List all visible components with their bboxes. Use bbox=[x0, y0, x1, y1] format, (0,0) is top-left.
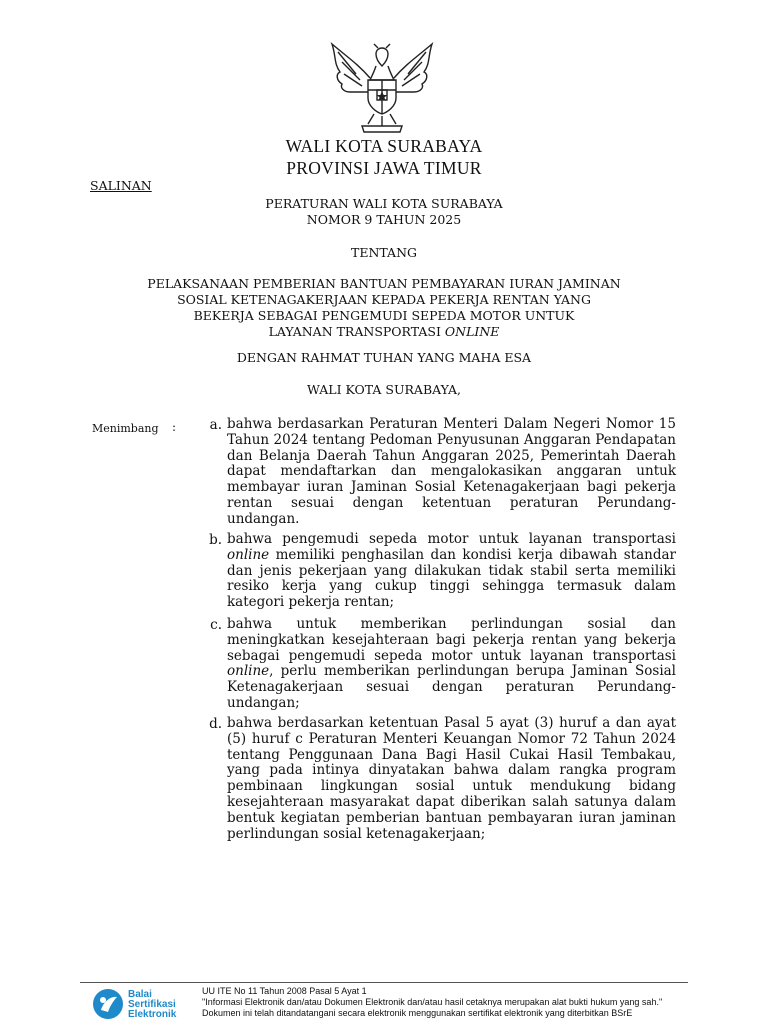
bsre-logo-line: Balai bbox=[128, 989, 152, 1000]
item-marker: a. bbox=[209, 417, 222, 433]
footer-notice bbox=[202, 986, 662, 1019]
item-text: bahwa berdasarkan ketentuan Pasal 5 ayat (3) huruf a dan ayat (5) huruf c Peraturan Menteri Keuangan Nomor 72 Tahun 2024 tentang Penggunaan Dana Bagi Hasil Cukai Hasil Tembakau, yang pada intinya dinyatakan bahwa dalam rangka program pembinaan lingkungan sosial untuk mendukung bidang kesejahteraan masyarakat dapat diberikan salah satunya dalam bentuk kegiatan pemberian bantuan pembayaran iuran jaminan perlindungan sosial ketenagakerjaan; bbox=[227, 715, 676, 842]
subject-line-text: LAYANAN TRANSPORTASI bbox=[268, 324, 445, 339]
garuda-emblem-icon bbox=[322, 34, 442, 134]
item-marker: c. bbox=[210, 617, 222, 633]
tentang-heading: TENTANG bbox=[350, 245, 417, 260]
subject-line bbox=[0, 324, 768, 340]
item-text: bahwa berdasarkan Peraturan Menteri Dalam Negeri Nomor 15 Tahun 2024 tentang Pedoman Penyusunan Anggaran Pendapatan dan Belanja Daerah Tahun Anggaran 2025, Pemerintah Daerah dapat mendaftarkan dan mengalokasikan anggaran untuk membayar iuran Jaminan Sosial Ketenagakerjaan bagi pekerja rentan sesuai dengan ketentuan peraturan Perundang-undangan. bbox=[227, 416, 676, 527]
item-text bbox=[227, 532, 676, 611]
salinan-label: SALINAN bbox=[90, 178, 152, 193]
item-text-part: bahwa untuk memberikan perlindungan sosial dan meningkatkan kesejahteraan bagi pekerja rentan yang bekerja sebagai pengemudi sepeda motor untuk layanan transportasi bbox=[227, 616, 676, 664]
regulation-number: NOMOR 9 TAHUN 2025 bbox=[306, 212, 462, 227]
bsre-logo-text bbox=[128, 990, 176, 1020]
item-text-italic: online bbox=[227, 546, 270, 563]
province-title: PROVINSI JAWA TIMUR bbox=[286, 158, 482, 178]
wali-kota-heading: WALI KOTA SURABAYA, bbox=[307, 382, 461, 397]
rahmat-statement: DENGAN RAHMAT TUHAN YANG MAHA ESA bbox=[236, 350, 532, 365]
item-text-part: bahwa pengemudi sepeda motor untuk layanan transportasi bbox=[227, 531, 676, 547]
item-text-part: , perlu memberikan perlindungan berupa Jaminan Sosial Ketenagakerjaan sesuai dengan peraturan Perundang- undangan; bbox=[227, 663, 676, 711]
item-text bbox=[227, 617, 676, 712]
regulation-name: PERATURAN WALI KOTA SURABAYA bbox=[265, 196, 503, 211]
menimbang-colon: : bbox=[172, 420, 177, 434]
subject-line-italic: ONLINE bbox=[444, 324, 500, 339]
subject-line: BEKERJA SEBAGAI PENGEMUDI SEPEDA MOTOR UNTUK bbox=[193, 308, 575, 323]
subject-line: PELAKSANAAN PEMBERIAN BANTUAN PEMBAYARAN IURAN JAMINAN bbox=[147, 276, 621, 291]
menimbang-label: Menimbang bbox=[92, 422, 159, 435]
bsre-logo-line: Elektronik bbox=[128, 1009, 177, 1020]
bsre-logo-icon bbox=[92, 988, 124, 1020]
item-marker: d. bbox=[209, 716, 222, 732]
office-title: WALI KOTA SURABAYA bbox=[285, 136, 483, 156]
footer-divider bbox=[80, 982, 688, 983]
item-marker: b. bbox=[209, 532, 222, 548]
item-text-italic: online bbox=[227, 663, 270, 680]
item-text-part: memiliki penghasilan dan kondisi kerja dibawah standar dan jenis pekerjaan yang dilakukan tidak stabil serta memiliki resiko kerja yang cukup tinggi sehingga termasuk dalam kategori pekerja rentan; bbox=[227, 546, 676, 611]
footer-law-reference: UU ITE No 11 Tahun 2008 Pasal 5 Ayat 1 bbox=[202, 986, 367, 996]
subject-line: SOSIAL KETENAGAKERJAAN KEPADA PEKERJA RENTAN YANG bbox=[177, 292, 591, 307]
footer-quote: "Informasi Elektronik dan/atau Dokumen Elektronik dan/atau hasil cetaknya merupakan alat bukti hukum yang sah." bbox=[202, 997, 663, 1007]
regulation-subject bbox=[0, 276, 768, 340]
bsre-logo-line: Sertifikasi bbox=[128, 999, 176, 1010]
footer-signature-note: Dokumen ini telah ditandatangani secara elektronik menggunakan sertifikat elektronik yang diterbitkan BSrE bbox=[202, 1008, 633, 1018]
